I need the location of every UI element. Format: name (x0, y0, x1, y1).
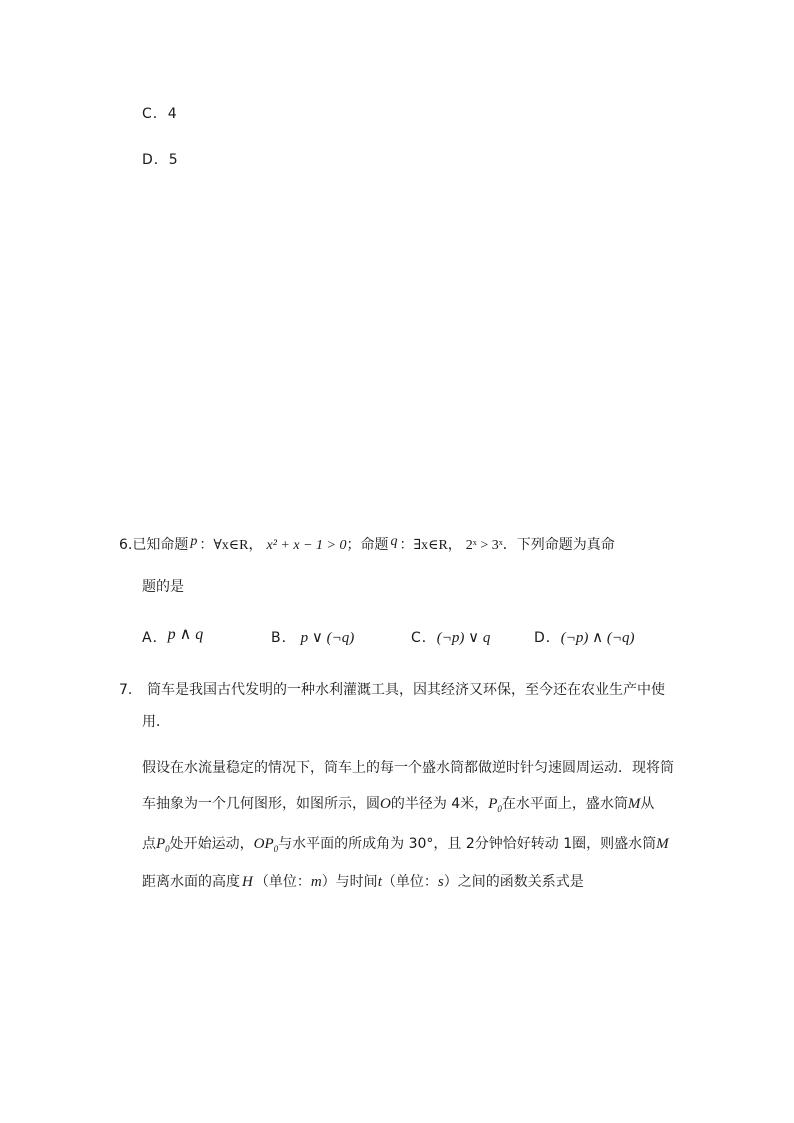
var-q: q (390, 534, 398, 549)
q7-text: 车抽象为一个几何图形，如图所示，圆 (142, 796, 380, 812)
option-d[interactable] (534, 627, 635, 647)
option-expr: (¬p) ∧ (¬q) (560, 630, 635, 646)
option-letter: B． (271, 630, 297, 646)
q7-text: 与水平面的所成角为 30°，且 2分钟恰好转动 1圈，则盛水筒 (278, 836, 657, 852)
q6-text-a: 已知命题 (132, 537, 189, 553)
cond-p: ∀x∈R， (213, 538, 263, 553)
question-7-line-2: 用． (142, 714, 170, 730)
circle-o: O (380, 796, 391, 812)
ineq-q: 2ˣ > 3ˣ (465, 538, 503, 553)
q7-text: 距离水面的高度 (142, 874, 240, 890)
q7-text: 处开始运动， (169, 836, 254, 852)
colon: ： (399, 537, 414, 553)
option-letter: A． (142, 630, 168, 646)
option-a[interactable] (142, 627, 203, 647)
q7-text: 点 (142, 836, 156, 852)
segment-op0: $OP_0$ (253, 836, 279, 854)
question-6-line-2: 题的是 (142, 579, 184, 595)
option-b[interactable] (271, 627, 354, 647)
option-letter: D． (534, 630, 561, 646)
var-t: t (377, 874, 382, 890)
q6-text-c: ．下列命题为真命 (502, 537, 615, 553)
question-7-line-1 (119, 679, 665, 699)
q7-text: ）之间的函数关系式是 (443, 874, 584, 890)
option-c-prev: C．4 (142, 106, 178, 122)
unit-m: m (310, 874, 322, 890)
point-p0: $P_0$ (156, 836, 170, 854)
var-m: M (627, 796, 641, 812)
option-expr: (¬p) ∨ q (436, 630, 491, 646)
option-letter: C． (411, 630, 437, 646)
question-6-line-1 (119, 534, 615, 554)
var-p: p (190, 534, 198, 549)
option-expr: p ∧ q (167, 626, 204, 643)
point-p0: $P_0$ (488, 796, 502, 814)
option-expr: p ∨ (¬q) (300, 630, 355, 646)
question-7-line-3: 假设在水流量稳定的情况下，筒车上的每一个盛水筒都做逆时针匀速圆周运动．现将筒 (142, 760, 674, 776)
question-number: 7. (119, 682, 133, 698)
var-h: H (242, 874, 253, 890)
q7-text: （单位： (381, 874, 438, 890)
q7-text: （单位： (254, 874, 311, 890)
q7-text: 从 (640, 796, 655, 812)
question-7-line-4 (142, 793, 654, 814)
question-7-line-5 (142, 833, 669, 854)
q7-text: ）与时间 (321, 874, 378, 890)
q7-text: 在水平面上，盛水筒 (501, 796, 628, 812)
q7-text: 筒车是我国古代发明的一种水利灌溉工具，因其经济又环保，至今还在农业生产中使 (147, 682, 665, 698)
ineq-p: x² + x − 1 > 0 (266, 538, 347, 553)
q7-text: 的半径为 4米， (390, 796, 489, 812)
option-c[interactable] (411, 627, 490, 647)
option-d-prev: D．5 (142, 152, 179, 168)
q6-text-b: ；命题 (346, 537, 389, 553)
unit-s: s (437, 874, 444, 890)
var-m: M (656, 836, 669, 852)
colon: ： (199, 537, 214, 553)
question-number: 6. (119, 537, 133, 553)
cond-q: ∃x∈R， (413, 538, 462, 553)
question-7-line-6 (142, 871, 584, 891)
